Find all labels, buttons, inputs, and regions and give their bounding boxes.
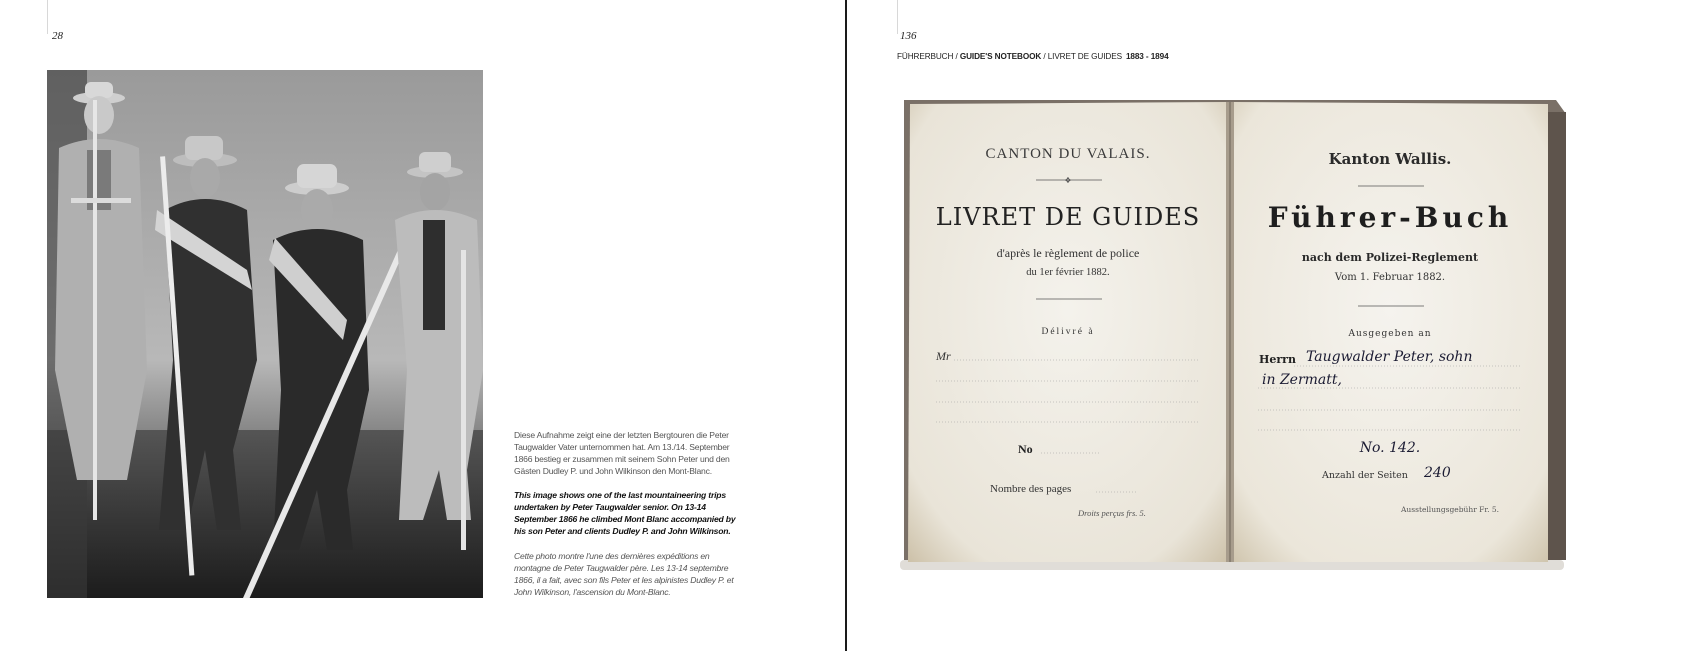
booklet-canton-fr: CANTON DU VALAIS. <box>985 146 1151 162</box>
booklet-pages-label-de: Anzahl der Seiten <box>1322 470 1408 481</box>
section-header <box>897 52 1169 61</box>
booklet-no-label: No <box>1018 442 1033 456</box>
header-part-1: FÜHRERBUCH / <box>897 52 960 61</box>
booklet-canton-de: Kanton Wallis. <box>1328 150 1452 168</box>
historic-photograph <box>47 70 483 598</box>
page-edge-line <box>897 0 898 34</box>
caption-german: Diese Aufnahme zeigt eine der letzten Bergtouren die Peter Taugwalder Vater unternommen hat. Am 13./14. September 1866 bestieg er zusammen mit seinem Sohn Peter und den Gästen Dudley P. und John Wilkinson den Mont-Blanc. <box>514 430 730 476</box>
booklet-date-fr: du 1er février 1882. <box>1026 267 1110 278</box>
booklet-delivered-label: Délivré à <box>1041 327 1095 337</box>
booklet-subtitle-fr: d'après le règlement de police <box>996 246 1140 260</box>
booklet-title-fr: LIVRET DE GUIDES <box>935 203 1201 231</box>
caption-english: This image shows one of the last mountaineering trips undertaken by Peter Taugwalder senior. On 13-14 September 1866 he climbed Mont Blanc accompanied by his son Peter and clients Dudley P. and John Wilkinson. <box>514 490 736 536</box>
header-part-2: GUIDE'S NOTEBOOK <box>959 52 1042 61</box>
booklet-issued-label: Ausgegeben an <box>1348 329 1432 339</box>
booklet-herrn-label: Herrn <box>1259 353 1296 366</box>
booklet-pages-label: Nombre des pages <box>990 483 1072 495</box>
page-number: 28 <box>52 30 63 42</box>
guides-booklet-photo <box>896 94 1568 572</box>
ornament-icon: ❖ <box>1064 176 1072 185</box>
booklet-number: No. 142. <box>1359 440 1421 456</box>
booklet-subtitle-de: nach dem Polizei-Reglement <box>1301 251 1479 264</box>
booklet-pages-value: 240 <box>1424 465 1451 481</box>
handwritten-name: Taugwalder Peter, sohn <box>1306 349 1473 365</box>
booklet-fee-de: Ausstellungsgebühr Fr. 5. <box>1401 505 1500 514</box>
booklet-fee-fr: Droits perçus frs. 5. <box>1078 508 1146 518</box>
caption-french: Cette photo montre l'une des dernières expéditions en montagne de Peter Taugwalder père. Les 13-14 septembre 1866, il a fait, avec son fils Peter et les alpinistes Dudley P. et John Wilkinson, l'ascension du Mont-Blanc. <box>514 551 734 597</box>
page-edge-line <box>47 0 48 34</box>
header-dates: 1883 - 1894 <box>1125 52 1169 61</box>
booklet-title-de: Führer-Buch <box>1267 201 1513 234</box>
header-part-3: / LIVRET DE GUIDES <box>1041 52 1122 61</box>
booklet-mr-label: Mr <box>936 349 951 363</box>
page-number: 136 <box>900 30 917 42</box>
booklet-date-de: Vom 1. Februar 1882. <box>1334 272 1446 283</box>
handwritten-place: in Zermatt, <box>1262 372 1342 388</box>
right-page <box>847 0 1687 651</box>
